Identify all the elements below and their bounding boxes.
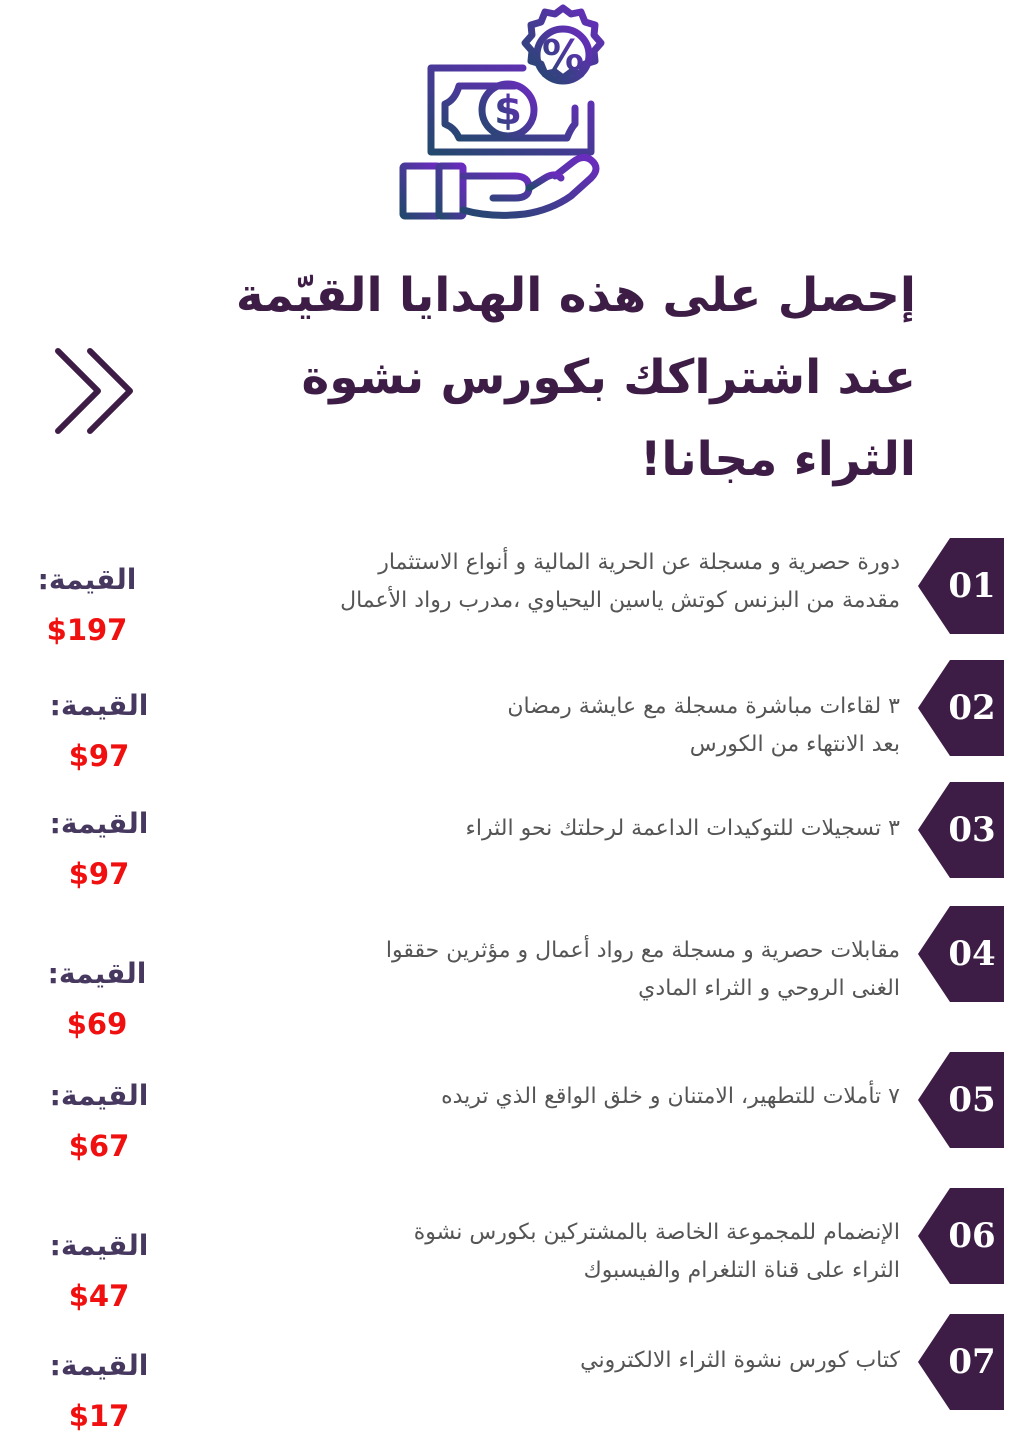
price-label: القيمة: <box>49 1349 149 1382</box>
price-block-01 <box>12 558 162 658</box>
gift-description-line: دورة حصرية و مسجلة عن الحرية المالية و أنواع الاستثمار <box>378 550 900 575</box>
price-value: $17 <box>68 1399 130 1433</box>
price-label: القيمة: <box>49 807 149 840</box>
svg-text:%: % <box>541 31 585 80</box>
gift-description-line: ٣ لقاءات مباشرة مسجلة مع عايشة رمضان <box>507 694 900 719</box>
number-badge-label: 07 <box>948 1342 996 1382</box>
number-badge-label: 06 <box>948 1216 996 1256</box>
price-block-06 <box>24 1224 174 1324</box>
price-value: $197 <box>46 613 128 647</box>
gift-description-03 <box>220 810 900 848</box>
number-badge-label: 02 <box>948 688 996 728</box>
price-value: $97 <box>68 857 130 891</box>
gift-description-line: الثراء على قناة التلغرام والفيسبوك <box>583 1258 900 1283</box>
price-label: القيمة: <box>49 689 149 722</box>
double-chevron-right-icon <box>52 345 140 440</box>
gift-description-01 <box>220 544 900 620</box>
money-discount-hand-icon <box>395 0 625 225</box>
gift-description-line: الغنى الروحي و الثراء المادي <box>638 976 900 1001</box>
number-badge-label: 04 <box>948 934 996 974</box>
price-value: $47 <box>68 1279 130 1313</box>
price-block-03 <box>24 802 174 902</box>
gift-description-line: مقدمة من البزنس كوتش ياسين اليحياوي ،مدرب رواد الأعمال <box>340 588 900 613</box>
headline-line-2: عند اشتراكك بكورس نشوة <box>301 350 916 405</box>
price-block-05 <box>24 1074 174 1174</box>
number-badge-06 <box>918 1188 1004 1284</box>
price-block-04 <box>22 952 172 1052</box>
gift-description-04 <box>220 932 900 1008</box>
price-value: $97 <box>68 739 130 773</box>
gift-description-line: ٧ تأملات للتطهير، الامتنان و خلق الواقع الذي تريده <box>441 1084 900 1109</box>
number-badge-label: 01 <box>948 566 996 606</box>
number-badge-label: 05 <box>948 1080 996 1120</box>
gift-description-line: ٣ تسجيلات للتوكيدات الداعمة لرحلتك نحو الثراء <box>465 816 900 841</box>
gift-description-07 <box>220 1342 900 1380</box>
price-value: $69 <box>66 1007 128 1041</box>
number-badge-04 <box>918 906 1004 1002</box>
headline-line-3: الثراء مجانا! <box>639 432 916 487</box>
svg-text:$: $ <box>494 88 522 134</box>
number-badge-07 <box>918 1314 1004 1410</box>
price-label: القيمة: <box>49 1229 149 1262</box>
gift-description-line: الإنضمام للمجموعة الخاصة بالمشتركين بكورس نشوة <box>413 1220 900 1245</box>
headline-line-1: إحصل على هذه الهدايا القيّمة <box>235 268 916 323</box>
gift-description-02 <box>220 688 900 764</box>
number-badge-01 <box>918 538 1004 634</box>
price-block-07 <box>24 1344 174 1444</box>
gift-description-05 <box>220 1078 900 1116</box>
gift-description-line: بعد الانتهاء من الكورس <box>689 732 900 757</box>
headline <box>156 255 916 501</box>
price-block-02 <box>24 684 174 784</box>
gift-description-line: مقابلات حصرية و مسجلة مع رواد أعمال و مؤثرين حققوا <box>385 938 900 963</box>
gift-description-line: كتاب كورس نشوة الثراء الالكتروني <box>580 1348 900 1373</box>
number-badge-label: 03 <box>948 810 996 850</box>
number-badge-03 <box>918 782 1004 878</box>
price-label: القيمة: <box>37 563 137 596</box>
number-badge-05 <box>918 1052 1004 1148</box>
price-value: $67 <box>68 1129 130 1163</box>
gift-description-06 <box>220 1214 900 1290</box>
number-badge-02 <box>918 660 1004 756</box>
price-label: القيمة: <box>49 1079 149 1112</box>
price-label: القيمة: <box>47 957 147 990</box>
